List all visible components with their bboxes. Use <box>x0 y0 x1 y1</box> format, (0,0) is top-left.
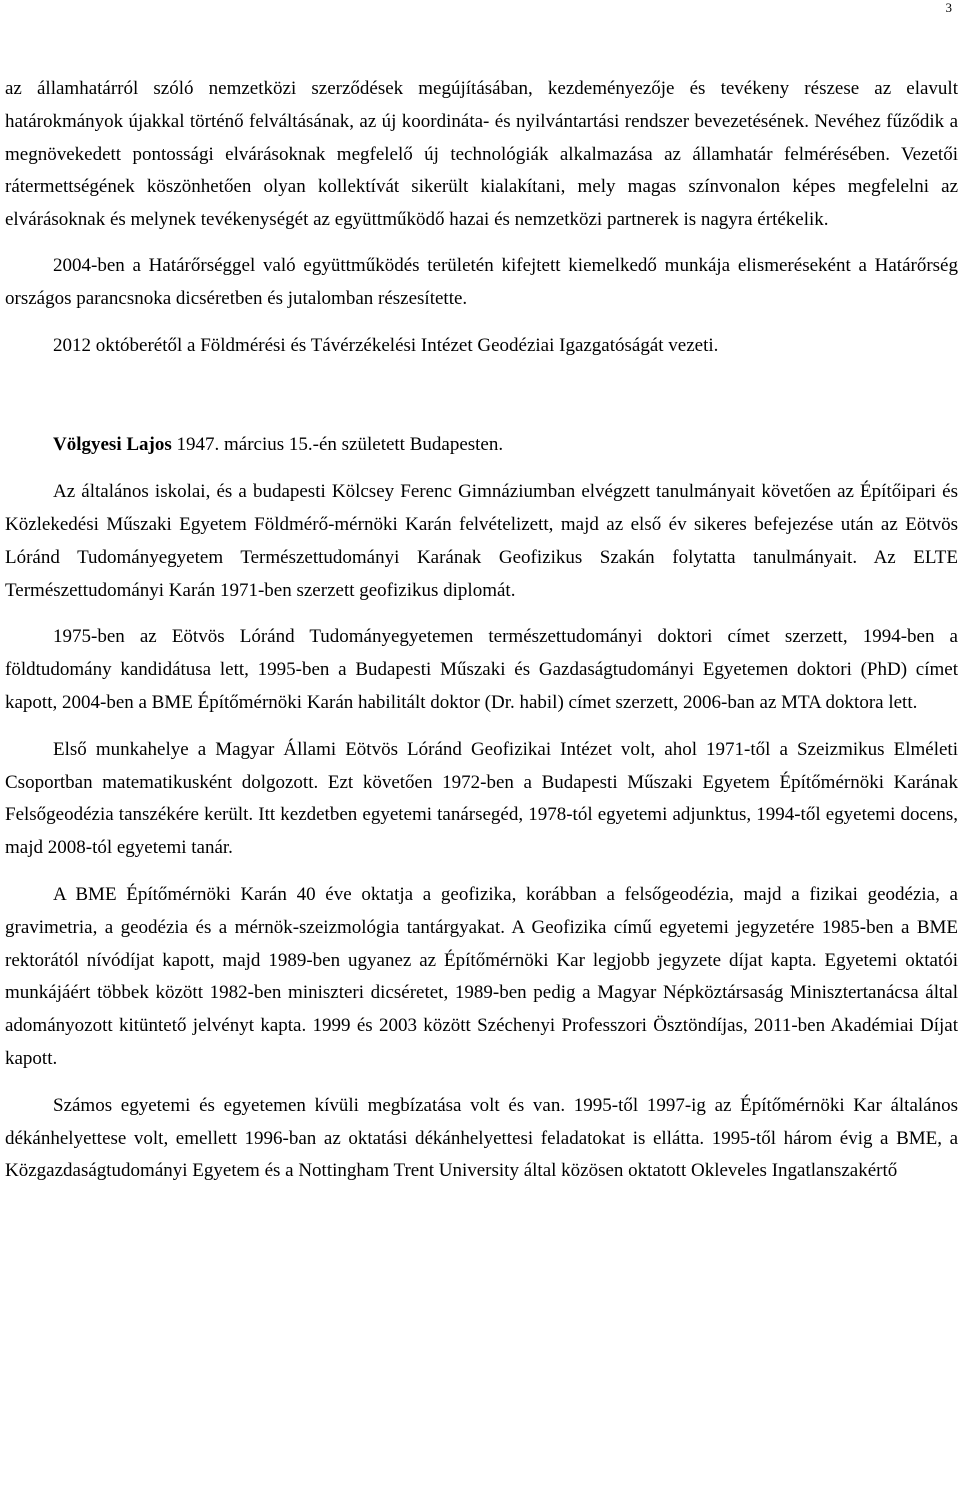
paragraph-teaching: A BME Építőmérnöki Karán 40 éve oktatja a geofizika, korábban a felsőgeodézia, majd a fizikai geodézia, a gravimetria, a geodézia és a mérnök-szeizmológia tantárgyakat. A Geofizika című egyetemi jegyzetére 1985-ben a BME rektorától nívódíjat kapott, majd 1989-ben ugyanez az Építőmérnöki Kar legjobb jegyzete díjat kapta. Egyetemi oktatói munkájáért többek között 1982-ben miniszteri dicséretet, 1989-ben pedig a Magyar Népköztársaság Minisztertanácsa által adományozott kitüntető jelvényt kapta. 1999 és 2003 között Széchenyi Professzori Ösztöndíjas, 2011-ben Akadémiai Díjat kapott. <box>5 883 958 1069</box>
paragraph-current-position: 2012 októberétől a Földmérési és Távérzékelési Intézet Geodéziai Igazgatóságát vezeti. <box>53 334 719 356</box>
birth-details: 1947. március 15.-én született Budapesten. <box>171 434 504 456</box>
paragraph-border-work: az államhatárról szóló nemzetközi szerződések megújításában, kezdeményezője és tevékeny részese az elavult határokmányok újakkal történő felváltásának, az új koordináta- és nyilvántartási rendszer bevezetésének. Nevéhez fűződik a megnövekedett pontossági elvárásoknak megfelelő új technológiák alkalmazása az államhatár felmérésében. Vezetői rátermettségének köszönhetően olyan kollektívát sikerült kialakítani, mely magas színvonalon képes megfelelni az elvárásoknak és melynek tevékenységét az együttműködő hazai és nemzetközi partnerek is nagyra értékelik. <box>5 78 958 231</box>
paragraph-degrees: 1975-ben az Eötvös Lóránd Tudományegyetemen természettudományi doktori címet szerzett, 1994-ben a földtudomány kandidátusa lett, 1995-ben a Budapesti Műszaki és Gazdaságtudományi Egyetemen doktori (PhD) címet kapott, 2004-ben a BME Építőmérnöki Karán habilitált doktor (Dr. habil) címet szerzett, 2006-ban az MTA doktora lett. <box>5 626 958 713</box>
paragraph-education: Az általános iskolai, és a budapesti Kölcsey Ferenc Gimnáziumban elvégzett tanulmányait követően az Építőipari és Közlekedési Műszaki Egyetem Földmérő-mérnöki Karán felvételizett, majd az első év sikeres befejezése után az Eötvös Lóránd Tudományegyetem Természettudományi Karának Geofizikus Szakán folytatta tanulmányait. Az ELTE Természettudományi Karán 1971-ben szerzett geofizikus diplomát. <box>5 481 958 601</box>
paragraph-career: Első munkahelye a Magyar Állami Eötvös Lóránd Geofizikai Intézet volt, ahol 1971-től a Szeizmikus Elméleti Csoportban matematikusként dolgozott. Ezt követően 1972-ben a Budapesti Műszaki Egyetem Építőmérnöki Karának Felsőgeodézia tanszékére került. Itt kezdetben egyetemi tanársegéd, 1978-tól egyetemi adjunktus, 1994-től egyetemi docens, majd 2008-tól egyetemi tanár. <box>5 738 958 859</box>
person-name: Völgyesi Lajos <box>53 434 172 456</box>
page-number: 3 <box>945 0 952 15</box>
paragraph-birth <box>5 429 958 462</box>
paragraph-border-guard-award: 2004-ben a Határőrséggel való együttműködés területén kifejtett kiemelkedő munkája elismeréseként a Határőrség országos parancsnoka dicséretben és jutalomban részesítette. <box>5 254 958 309</box>
document-body <box>5 73 958 1188</box>
paragraph-appointments: Számos egyetemi és egyetemen kívüli megbízatása volt és van. 1995-től 1997-ig az Építőmérnöki Kar általános dékánhelyettese volt, emellett 1996-ban az oktatási dékánhelyettesi feladatokat is ellátta. 1995-től három évig a BME, a Közgazdaságtudományi Egyetem és a Nottingham Trent University által közösen oktatott Okleveles Ingatlanszakértő <box>5 1094 958 1182</box>
